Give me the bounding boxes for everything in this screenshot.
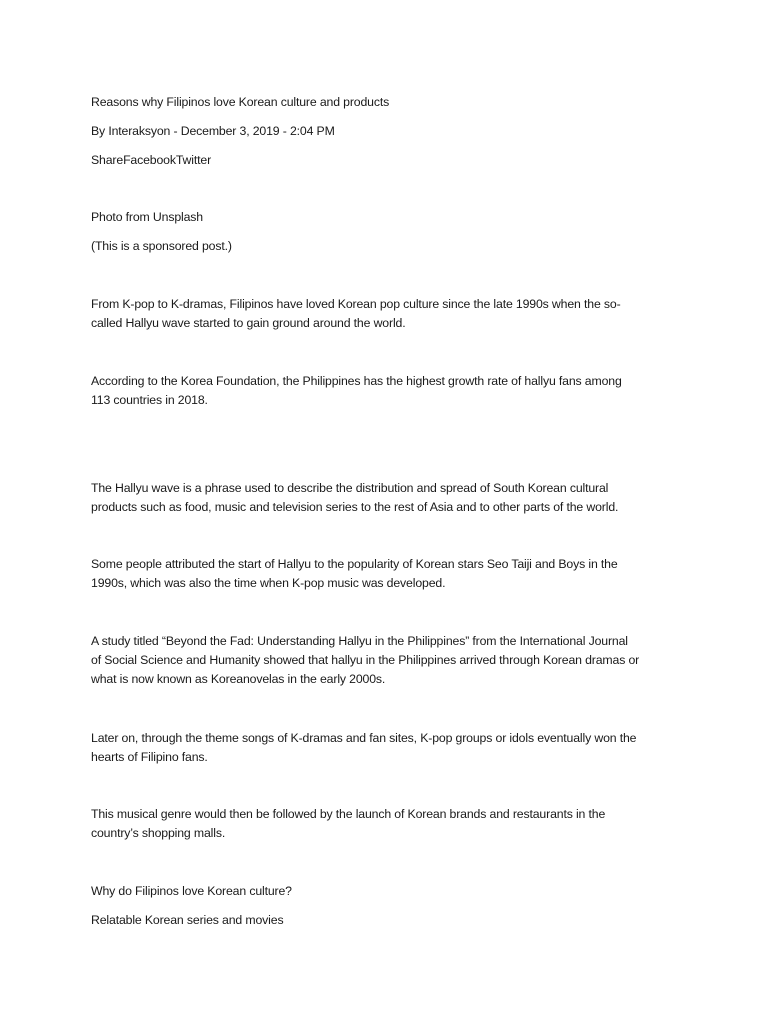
- paragraph-1-line-1: From K-pop to K-dramas, Filipinos have loved Korean pop culture since the late 1990s when the so-: [91, 297, 621, 311]
- paragraph-3-line-1: The Hallyu wave is a phrase used to describe the distribution and spread of South Korean cultural: [91, 481, 609, 495]
- paragraph-1: [91, 295, 681, 333]
- paragraph-4: [91, 555, 681, 593]
- paragraph-5-line-1: A study titled “Beyond the Fad: Understanding Hallyu in the Philippines” from the International Journal: [91, 634, 628, 648]
- section-subheading: Relatable Korean series and movies: [91, 913, 284, 927]
- paragraph-7: [91, 805, 681, 843]
- photo-credit: Photo from Unsplash: [91, 210, 203, 224]
- paragraph-6-line-1: Later on, through the theme songs of K-dramas and fan sites, K-pop groups or idols eventually won the: [91, 731, 637, 745]
- paragraph-5-line-3: what is now known as Koreanovelas in the early 2000s.: [91, 672, 386, 686]
- paragraph-7-line-2: country’s shopping malls.: [91, 826, 226, 840]
- sponsored-note: (This is a sponsored post.): [91, 239, 232, 253]
- paragraph-3: [91, 479, 681, 517]
- paragraph-7-line-1: This musical genre would then be followed by the launch of Korean brands and restaurants in the: [91, 807, 606, 821]
- article-title: Reasons why Filipinos love Korean culture and products: [91, 95, 390, 109]
- paragraph-3-line-2: products such as food, music and television series to the rest of Asia and to other parts of the world.: [91, 500, 619, 514]
- share-links: ShareFacebookTwitter: [91, 153, 212, 167]
- article-byline: By Interaksyon - December 3, 2019 - 2:04 PM: [91, 124, 335, 138]
- paragraph-1-line-2: called Hallyu wave started to gain ground around the world.: [91, 316, 406, 330]
- paragraph-2-line-1: According to the Korea Foundation, the Philippines has the highest growth rate of hallyu fans among: [91, 374, 622, 388]
- section-question: Why do Filipinos love Korean culture?: [91, 884, 292, 898]
- paragraph-6-line-2: hearts of Filipino fans.: [91, 750, 208, 764]
- paragraph-4-line-1: Some people attributed the start of Hallyu to the popularity of Korean stars Seo Taiji and Boys in the: [91, 557, 618, 571]
- paragraph-2: [91, 372, 681, 410]
- paragraph-2-line-2: 113 countries in 2018.: [91, 393, 208, 407]
- paragraph-6: [91, 729, 681, 767]
- paragraph-5-line-2: of Social Science and Humanity showed that hallyu in the Philippines arrived through Korean dramas or: [91, 653, 640, 667]
- paragraph-5: [91, 632, 681, 689]
- paragraph-4-line-2: 1990s, which was also the time when K-pop music was developed.: [91, 576, 446, 590]
